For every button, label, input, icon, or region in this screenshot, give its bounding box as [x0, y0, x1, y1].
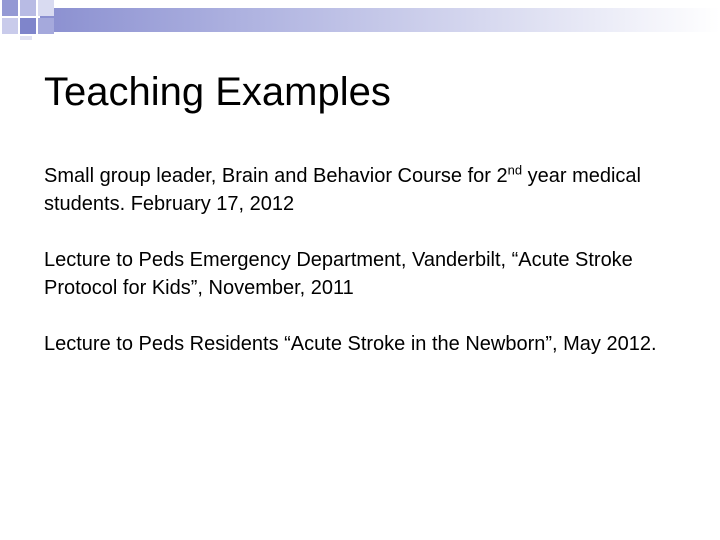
decor-square	[20, 0, 36, 16]
teaching-entry-2	[44, 246, 694, 302]
gradient-bar	[40, 8, 720, 32]
ordinal-suffix: nd	[507, 162, 523, 178]
entry-text: year medical students. February 17, 2012	[44, 165, 641, 215]
decor-square	[20, 36, 32, 40]
entry-text: Small group leader, Brain and Behavior Course for 2	[44, 165, 508, 187]
teaching-entry-1	[44, 162, 694, 218]
teaching-entry-3	[44, 330, 694, 358]
decor-square	[38, 18, 54, 34]
header-decoration	[0, 0, 720, 40]
decor-square	[20, 18, 36, 34]
entry-text: Lecture to Peds Residents “Acute Stroke in the Newborn”, May 2012.	[44, 333, 657, 355]
slide-title: Teaching Examples	[44, 70, 391, 114]
decor-square	[38, 0, 54, 16]
entry-text: Lecture to Peds Emergency Department, Vanderbilt, “Acute Stroke Protocol for Kids”, November, 2011	[44, 249, 633, 299]
slide-body	[44, 162, 694, 386]
decor-square	[2, 0, 18, 16]
decor-square	[2, 18, 18, 34]
